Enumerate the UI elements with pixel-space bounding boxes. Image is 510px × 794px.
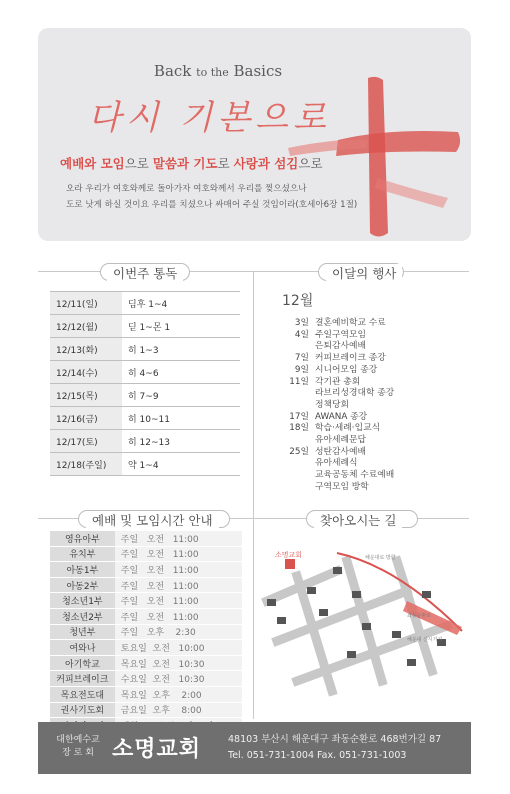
table-row: [50, 546, 242, 562]
list-item: [279, 400, 469, 412]
church-name: 소명교회: [112, 737, 202, 762]
service-name: 여와나: [50, 640, 115, 656]
reading-table: [50, 291, 240, 476]
event-text: 라브리성경대학 종강: [315, 388, 395, 399]
list-item: [279, 388, 469, 400]
road-label: 좌동순환로: [407, 613, 432, 619]
reading-passage: 히 12~13: [122, 430, 240, 453]
list-item: [279, 482, 469, 494]
event-day: [279, 482, 315, 494]
slogan-part: 사랑과 섬김: [233, 156, 299, 171]
list-item: [279, 318, 469, 330]
service-name: 청소년1부: [50, 593, 115, 609]
church-address: 48103 부산시 해운대구 좌동순환로 468번가길 87: [228, 734, 442, 745]
service-time: 주일 오전 11:00: [115, 593, 242, 609]
table-row: [50, 608, 242, 624]
event-text: 시니어모임 종강: [315, 364, 378, 375]
services-table: [50, 531, 242, 734]
reading-passage: 딤후 1~4: [122, 292, 240, 315]
table-row: [50, 531, 242, 546]
road-label: 해운대로 방향: [365, 555, 396, 561]
event-day: [279, 435, 315, 447]
service-name: 청년부: [50, 624, 115, 640]
reading-passage: 히 1~3: [122, 338, 240, 361]
events-month: 12월: [282, 293, 314, 309]
theme-banner: [38, 28, 471, 241]
list-item: [279, 412, 469, 424]
service-time: 수요일 오전 10:30: [115, 671, 242, 687]
service-time: 주일 오전 11:00: [115, 577, 242, 593]
event-text: 정책당회: [315, 399, 349, 410]
event-day: 9일: [294, 364, 309, 375]
list-item: [279, 377, 469, 389]
event-day: [279, 388, 315, 400]
service-time: 목요일 오후 2:00: [115, 686, 242, 702]
event-day: 25일: [289, 446, 309, 457]
reading-date: 12/13(화): [50, 338, 122, 361]
service-time: 주일 오전 11:00: [115, 608, 242, 624]
reading-section-title: 이번주 통독: [107, 264, 183, 282]
denomination: 대한예수교 장 로 회: [56, 735, 100, 758]
service-name: 아동1부: [50, 562, 115, 578]
road-label: 해운대 신시가지: [407, 637, 443, 643]
service-name: 목요전도대: [50, 686, 115, 702]
event-text: 학습·세례·입교식: [315, 423, 381, 434]
event-day: 3일: [294, 318, 309, 328]
slogan-part: 말씀과 기도: [152, 156, 218, 171]
reading-date: 12/16(금): [50, 407, 122, 430]
list-item: [279, 435, 469, 447]
reading-date: 12/17(토): [50, 430, 122, 453]
list-item: [279, 330, 469, 342]
reading-date: 12/15(목): [50, 384, 122, 407]
reading-date: 12/18(주일): [50, 453, 122, 476]
reading-passage: 히 10~11: [122, 407, 240, 430]
church-map-label: 소명교회: [275, 551, 303, 559]
directions-section-title: 찾아오시는 길: [314, 511, 402, 529]
event-day: 18일: [289, 423, 309, 434]
table-row: [50, 624, 242, 640]
table-row: [50, 562, 242, 578]
service-name: 아기학교: [50, 655, 115, 671]
slogan-part: 예배와 모임: [60, 156, 125, 171]
church-marker-icon: [285, 559, 295, 569]
frame-divider: [253, 271, 254, 719]
table-row: [50, 407, 240, 430]
service-name: 유치부: [50, 546, 115, 562]
services-section-title: 예배 및 모임시간 안내: [86, 511, 219, 529]
table-row: [50, 292, 240, 315]
table-row: [50, 315, 240, 338]
table-row: [50, 702, 242, 718]
service-time: 주일 오전 11:00: [115, 546, 242, 562]
event-text: 커피브레이크 종강: [315, 353, 386, 364]
list-item: [279, 423, 469, 435]
reading-passage: 약 1~4: [122, 453, 240, 476]
service-name: 권사기도회: [50, 702, 115, 718]
bible-verse-line: 도로 낫게 하실 것이요 우리를 치셨으나 싸매어 주실 것임이라(호세아6장 1절): [66, 200, 358, 210]
slogan-part: 로: [217, 156, 234, 171]
table-row: [50, 453, 240, 476]
service-name: 청소년2부: [50, 608, 115, 624]
reading-date: 12/12(월): [50, 315, 122, 338]
church-contact: Tel. 051-731-1004 Fax. 051-731-1003: [228, 750, 407, 761]
reading-date: 12/11(일): [50, 292, 122, 315]
events-section-title: 이달의 행사: [326, 264, 402, 282]
table-row: [50, 686, 242, 702]
event-text: 유아세례문답: [315, 435, 366, 446]
event-day: 7일: [294, 353, 309, 364]
event-day: 11일: [289, 376, 309, 387]
service-time: 주일 오전 11:00: [115, 531, 242, 546]
event-day: [279, 400, 315, 412]
banner-slogan: [60, 154, 323, 172]
list-item: [279, 470, 469, 482]
banner-title: 다시 기본으로: [88, 98, 331, 138]
event-day: [279, 470, 315, 482]
table-row: [50, 593, 242, 609]
reading-date: 12/14(수): [50, 361, 122, 384]
list-item: [279, 447, 469, 459]
event-text: 구역모임 방학: [315, 481, 369, 492]
event-day: 4일: [294, 329, 309, 340]
service-time: 주일 오후 2:30: [115, 624, 242, 640]
event-day: [279, 341, 315, 353]
table-row: [50, 384, 240, 407]
list-item: [279, 365, 469, 377]
event-text: AWANA 종강: [315, 411, 368, 422]
table-row: [50, 577, 242, 593]
slogan-part: 으로: [298, 156, 323, 171]
event-day: 17일: [289, 411, 309, 422]
event-text: 결혼예비학교 수료: [315, 318, 386, 328]
bible-verse-line: 오라 우리가 여호와께로 돌아가자 여호와께서 우리를 찢으셨으나: [66, 184, 307, 194]
event-text: 은퇴감사예배: [315, 341, 366, 352]
table-row: [50, 430, 240, 453]
list-item: [279, 353, 469, 365]
table-row: [50, 640, 242, 656]
reading-passage: 히 7~9: [122, 384, 240, 407]
table-row: [50, 361, 240, 384]
service-time: 토요일 오전 10:00: [115, 640, 242, 656]
event-text: 성탄감사예배: [315, 446, 366, 457]
service-name: 아동2부: [50, 577, 115, 593]
service-time: 금요일 오후 8:00: [115, 702, 242, 718]
service-time: 주일 오전 11:00: [115, 562, 242, 578]
table-row: [50, 671, 242, 687]
banner-subtitle: Back to the Basics: [153, 62, 283, 80]
service-name: 커피브레이크: [50, 671, 115, 687]
event-day: [279, 458, 315, 470]
table-row: [50, 338, 240, 361]
events-list: [279, 318, 469, 494]
event-text: 유아세례식: [315, 458, 358, 469]
list-item: [279, 458, 469, 470]
footer: [38, 722, 471, 774]
event-text: 각기관 총회: [315, 376, 361, 387]
directions-map: [257, 531, 469, 713]
service-time: 목요일 오전 10:30: [115, 655, 242, 671]
event-text: 주일구역모임: [315, 329, 366, 340]
slogan-part: 으로: [124, 156, 153, 171]
reading-passage: 히 4~6: [122, 361, 240, 384]
table-row: [50, 655, 242, 671]
service-name: 영유아부: [50, 531, 115, 546]
event-text: 교육공동체 수료예배: [315, 470, 395, 481]
reading-passage: 딛 1~몬 1: [122, 315, 240, 338]
list-item: [279, 341, 469, 353]
